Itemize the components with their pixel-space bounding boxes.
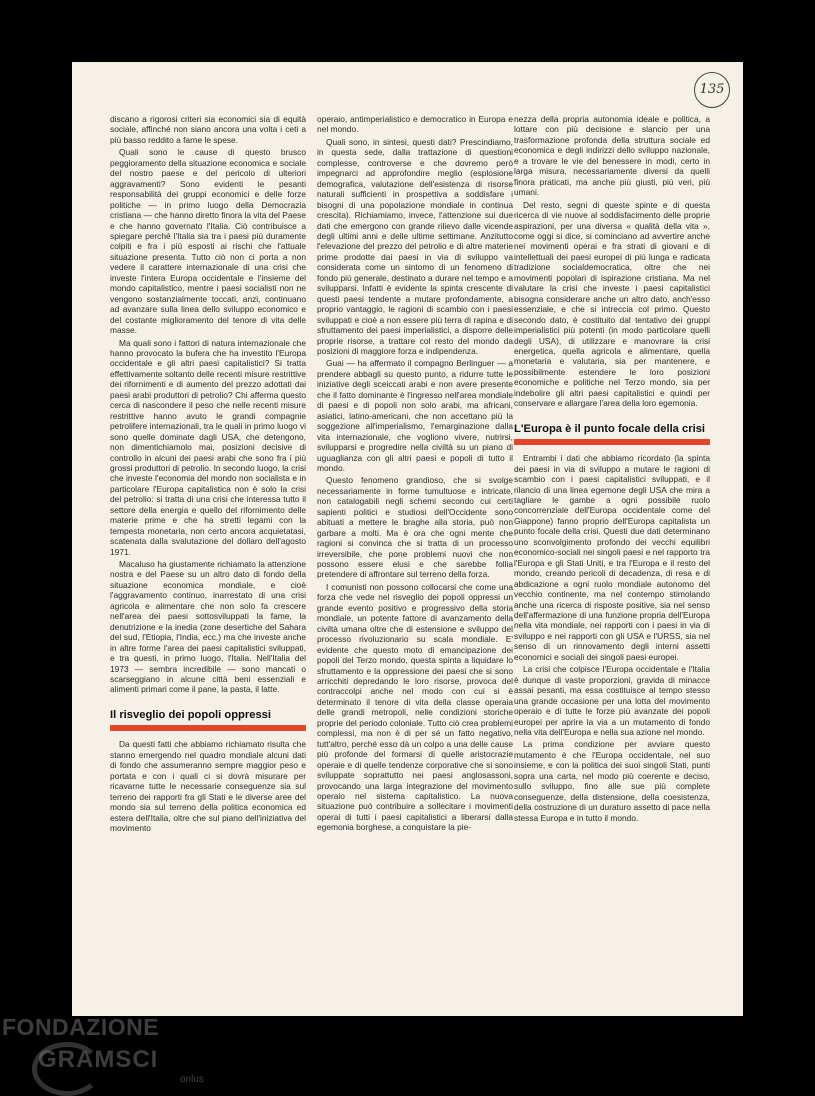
paragraph: Da questi fatti che abbiamo richiamato risulta che stanno emergendo nel quadro mondiale alcuni dati di fondo che assumeranno sempre maggior peso e portata e con i quali ci si dovrà misurare per ricavarne tutte le necessarie conseguenze sia sul terreno dei rapporti fra gli Stati e le diverse aree del mondo sia sul terreno della politica economica ed estera dell'Italia, oltre che sul piano dell'iniziativa del movimento — [110, 739, 306, 834]
page-number-stamp: 135 — [694, 72, 730, 108]
watermark-line-2: GRAMSCI — [38, 1046, 159, 1073]
paragraph: nezza della propria autonomia ideale e politica, a lottare con più decisione e slancio per una trasformazione profonda della struttura sociale ed economica e degli indirizzi dello sviluppo nazionale, e a trovare le vie del benessere in modi, certo in larga misura, necessariamente diversi da quelli finora praticati, ma anche più giusti, più veri, più umani. — [514, 114, 710, 198]
section-heading: L'Europa è il punto focale della crisi — [514, 422, 706, 435]
paragraph: La crisi che colpisce l'Europa occidentale e l'Italia è dunque di vaste proporzioni, gravida di minacce assai pesanti, ma essa costituisce al tempo stesso una grande occasione per una lotta del movimento operaio e di tutte le forze più avanzate dei popoli europei per aprire la via a un mutamento di fondo nella vita dell'Europa e nella sua azione nel mondo. — [514, 664, 710, 737]
column-1 — [110, 114, 306, 836]
paragraph: Del resto, segni di queste spinte e di questa ricerca di vie nuove al soddisfacimento delle proprie aspirazioni, per una diversa « qualità della vita », come oggi si dice, si cominciano ad avvertire anche nei movimenti operai e fra strati di giovani e di intellettuali dei paesi europei di più lunga e radicata tradizione socialdemocratica, oltre che nei movimenti popolari di ispirazione cristiana. Ma nel valutare la crisi che investe i paesi capitalistici bisogna considerare anche un altro dato, anch'esso essenziale, e che si intreccia col primo. Questo secondo dato, è costituito dal tentativo dei gruppi imperialistici più potenti (in modo particolare quelli degli USA), di utilizzare e manovrare la crisi energetica, quella agricola e alimentare, quella monetaria e valutaria, sia per mantenere, e possibilmente estendere le loro posizioni economiche e politiche nel Terzo mondo, sia per indebolire gli altri paesi capitalistici e quindi per conservare e allargare l'area della loro egemonia. — [514, 199, 710, 409]
paragraph: discano a rigorosi criteri sia economici sia di equità sociale, affinché non siano ancora una volta i ceti a più basso reddito a farne le spese. — [110, 114, 306, 145]
paragraph: Quali sono le cause di questo brusco peggioramento della situazione economica e sociale del nostro paese e del pericolo di ulteriori aggravamenti? Sono evidenti le pesanti responsabilità dei gruppi economici e delle forze politiche — in primo luogo della Democrazia cristiana — che hanno diretto finora la vita del Paese e che hanno governato l'Italia. Ciò contribuisce a spiegare perché l'Italia sia tra i paesi più duramente colpiti e fra i più esposti ai rischi che l'attuale situazione presenta. Tutto ciò non ci porta a non vedere il carattere internazionale di una crisi che investe l'intera Europa occidentale e l'insieme del mondo capitalistico, mentre i paesi socialisti non ne vengono sostanzialmente toccati, anzi, continuano ad avanzare sulla linea dello sviluppo economico e del costante miglioramento del tenore di vita delle masse. — [110, 147, 306, 336]
paragraph: operaio, antimperialistico e democratico in Europa e nel mondo. — [317, 114, 513, 135]
paragraph: Entrambi i dati che abbiamo ricordato (la spinta dei paesi in via di sviluppo a mutare le ragioni di scambio con i paesi capitalistici sviluppati, e il rilancio di una linea egemone degli USA che mira a tagliare le gambe a ogni possibile ruolo concorrenziale dell'Europa occidentale come del Giappone) fanno proprio dell'Europa capitalista un punto focale della crisi. Questi due dati determinano uno sconvolgimento profondo dei vecchi equilibri economico-sociali nei singoli paesi e nel rapporto tra l'Europa e gli Stati Uniti, e tra l'Europa e il resto del mondo, creando pericoli di decadenza, di resa e di abdicazione a ogni ruolo mondiale autonomo del vecchio continente, ma nel contempo stimolando anche una ricerca di risposte positive, sia nel senso dell'affermazione di una funzione propria dell'Europa nella vita mondiale, nei rapporti con i paesi in via di sviluppo e nei rapporti con gli USA e l'URSS, sia nel senso di un rinnovamento degli interni assetti economici e sociali dei singoli paesi europei. — [514, 453, 710, 662]
red-accent-bar — [110, 725, 306, 731]
paragraph: Guai — ha affermato il compagno Berlinguer — a prendere abbagli su questo punto, a ridurre tutte le iniziative degli sceiccati arabi e non avere presente che il fatto dominante è l'ingresso nell'area mondiale di paesi e di popoli non solo arabi, ma africani, asiatici, latino-americani, che non accettano più la soggezione all'imperialismo, l'emarginazione dalla vita internazionale, che vogliono vivere, nutrirsi, svilupparsi e progredire nella civiltà su un piano di uguaglianza con gli altri paesi e popoli di tutto il mondo. — [317, 358, 513, 473]
paragraph: I comunisti non possono collocarsi che come una forza che vede nel risveglio dei popoli oppressi un grande evento positivo e progressivo della storia mondiale, un potente fattore di avanzamento della civiltà umana oltre che di estensione e sviluppo del processo rivoluzionario su scala mondiale. E' evidente che questo moto di emancipazione dei popoli del Terzo mondo, questa spinta a liquidare lo sfruttamento e la oppressione dei paesi che si sono arricchiti depredando le loro risorse, provoca del contraccolpi anche nel modo con cui si è determinato il tenore di vita della classe operaia delle grandi metropoli, nelle condizioni storiche proprie del periodo coloniale. Tutto ciò crea problemi complessi, ma non è di per sé un fatto negativo, tutt'altro, perché esso dà un colpo a una delle cause più profonde del formarsi di quelle aristocrazie operaie e di quelle tendenze corporative che si sono sviluppate soprattutto nei paesi anglosassoni, provocando una larga integrazione del movimento operaio nel sistema capitalistico. La nuova situazione può contribuire a sollecitare i movimenti operai di tutti i paesi capitalistici a liberarsi dalla egemonia borghese, a conquistare la pie- — [317, 581, 513, 833]
column-2 — [317, 114, 513, 835]
paragraph: Macaluso ha giustamente richiamato la attenzione nostra e del Paese su un altro dato di fondo della situazione economica mondiale, e cioè l'aggravamento continuo, inarrestato di una crisi agricola e alimentare che non solo fa crescere nell'area dei paesi sottosviluppati la fame, la denutrizione e la inedia (zone desertiche del Sahara del sud, l'Etiopia, l'India, ecc.) ma che investe anche in altre forme l'area dei paesi capitalistici sviluppati, e tra questi, in primo luogo, l'Italia. Nell'Italia del 1973 — sembra incredibile — sono mancati o scarseggiano in alcune città beni essenziali e alimenti primari come il pane, la pasta, il latte. — [110, 559, 306, 695]
paragraph: Ma quali sono i fattori di natura internazionale che hanno provocato la bufera che ha investito l'Europa occidentale e gli altri paesi capitalistici? Si tratta effettivamente soltanto delle recenti misure restrittive dei rifornimenti e di aumento del prezzo adottati dai paesi arabi produttori di petrolio? Chi afferma questo cerca di nascondere il peso che nelle recenti misure restrittive hanno avuto le grandi compagnie petrolifere internazionali, tra le quali in primo luogo vi sono quelle dominate dagli USA, che detengono, non dimentichiamolo mai, posizioni decisive di controllo in alcuni dei paesi arabi che sono fra i più grossi produttori di petrolio. In secondo luogo, la crisi che investe l'economia del mondo non socialista e in particolare l'Europa capitalistica non è solo la crisi del petrolio: si tratta di una crisi che interessa tutto il settore della energia e quello del rifornimento delle materie prime e che ha stretti legami con la tempesta monetaria, non certo ancora acquietatasi, scatenata dalla svalutazione del dollaro dell'agosto 1971. — [110, 337, 306, 557]
red-accent-bar — [514, 439, 710, 445]
paragraph: La prima condizione per avviare questo mutamento è che l'Europa occidentale, nel suo insieme, e con la politica dei suoi singoli Stati, punti sopra una carta, nel modo più coerente e deciso, sullo sviluppo, fino alle sue più complete conseguenze, della distensione, della coesistenza, della costruzione di un duraturo assetto di pace nella stessa Europa e in tutto il mondo. — [514, 739, 710, 823]
document-page — [72, 62, 743, 1016]
section-heading: Il risveglio dei popoli oppressi — [110, 708, 272, 721]
watermark-line-3: onlus — [180, 1074, 204, 1085]
watermark-line-1: FONDAZIONE — [2, 1014, 160, 1040]
column-3 — [514, 114, 710, 825]
paragraph: Questo fenomeno grandioso, che si svolge necessariamente in forme tumultuose e intricate, non catalogabili negli schemi secondo cui certi sapienti politici e studiosi dell'Occidente sono abituati a mettere le braghe alla storia, può non garbare a molti. Ma è ora che ogni mente che ragioni si convinca che si tratta di un processo irreversibile, che pone problemi nuovi che non possono essere elusi e che sarebbe follia pretendere di affrontare sul terreno della forza. — [317, 475, 513, 580]
paragraph: Quali sono, in sintesi, questi dati? Prescindiamo, in questa sede, dalla trattazione di questioni complesse, controverse e che dovremo però impegnarci ad approfondire meglio (esplosione demografica, valutazione dell'esistenza di risorse naturali sufficienti in prospettiva a soddisfare i bisogni di una popolazione mondiale in continua crescita). Richiamiamo, invece, l'attenzione sui due dati che emergono con grande rilievo dalle vicende degli ultimi anni e delle ultime settimane. Anzitutto l'elevazione del prezzo del petrolio e di altre materie prime prodotte dai paesi in via di sviluppo va considerata come un sintomo di un fenomeno di fondo più generale, destinato a durare nel tempo e a svilupparsi. Infatti è evidente la spinta crescente di questi paesi tendente a mutare profondamente, a proprio vantaggio, le ragioni di scambio con i paesi sviluppati e cioè a non essere più terra di rapina e di sfruttamento dei paesi imperialistici, a disporre delle proprie risorse, a trattare col resto del mondo da posizioni di maggiore forza e indipendenza. — [317, 136, 513, 356]
